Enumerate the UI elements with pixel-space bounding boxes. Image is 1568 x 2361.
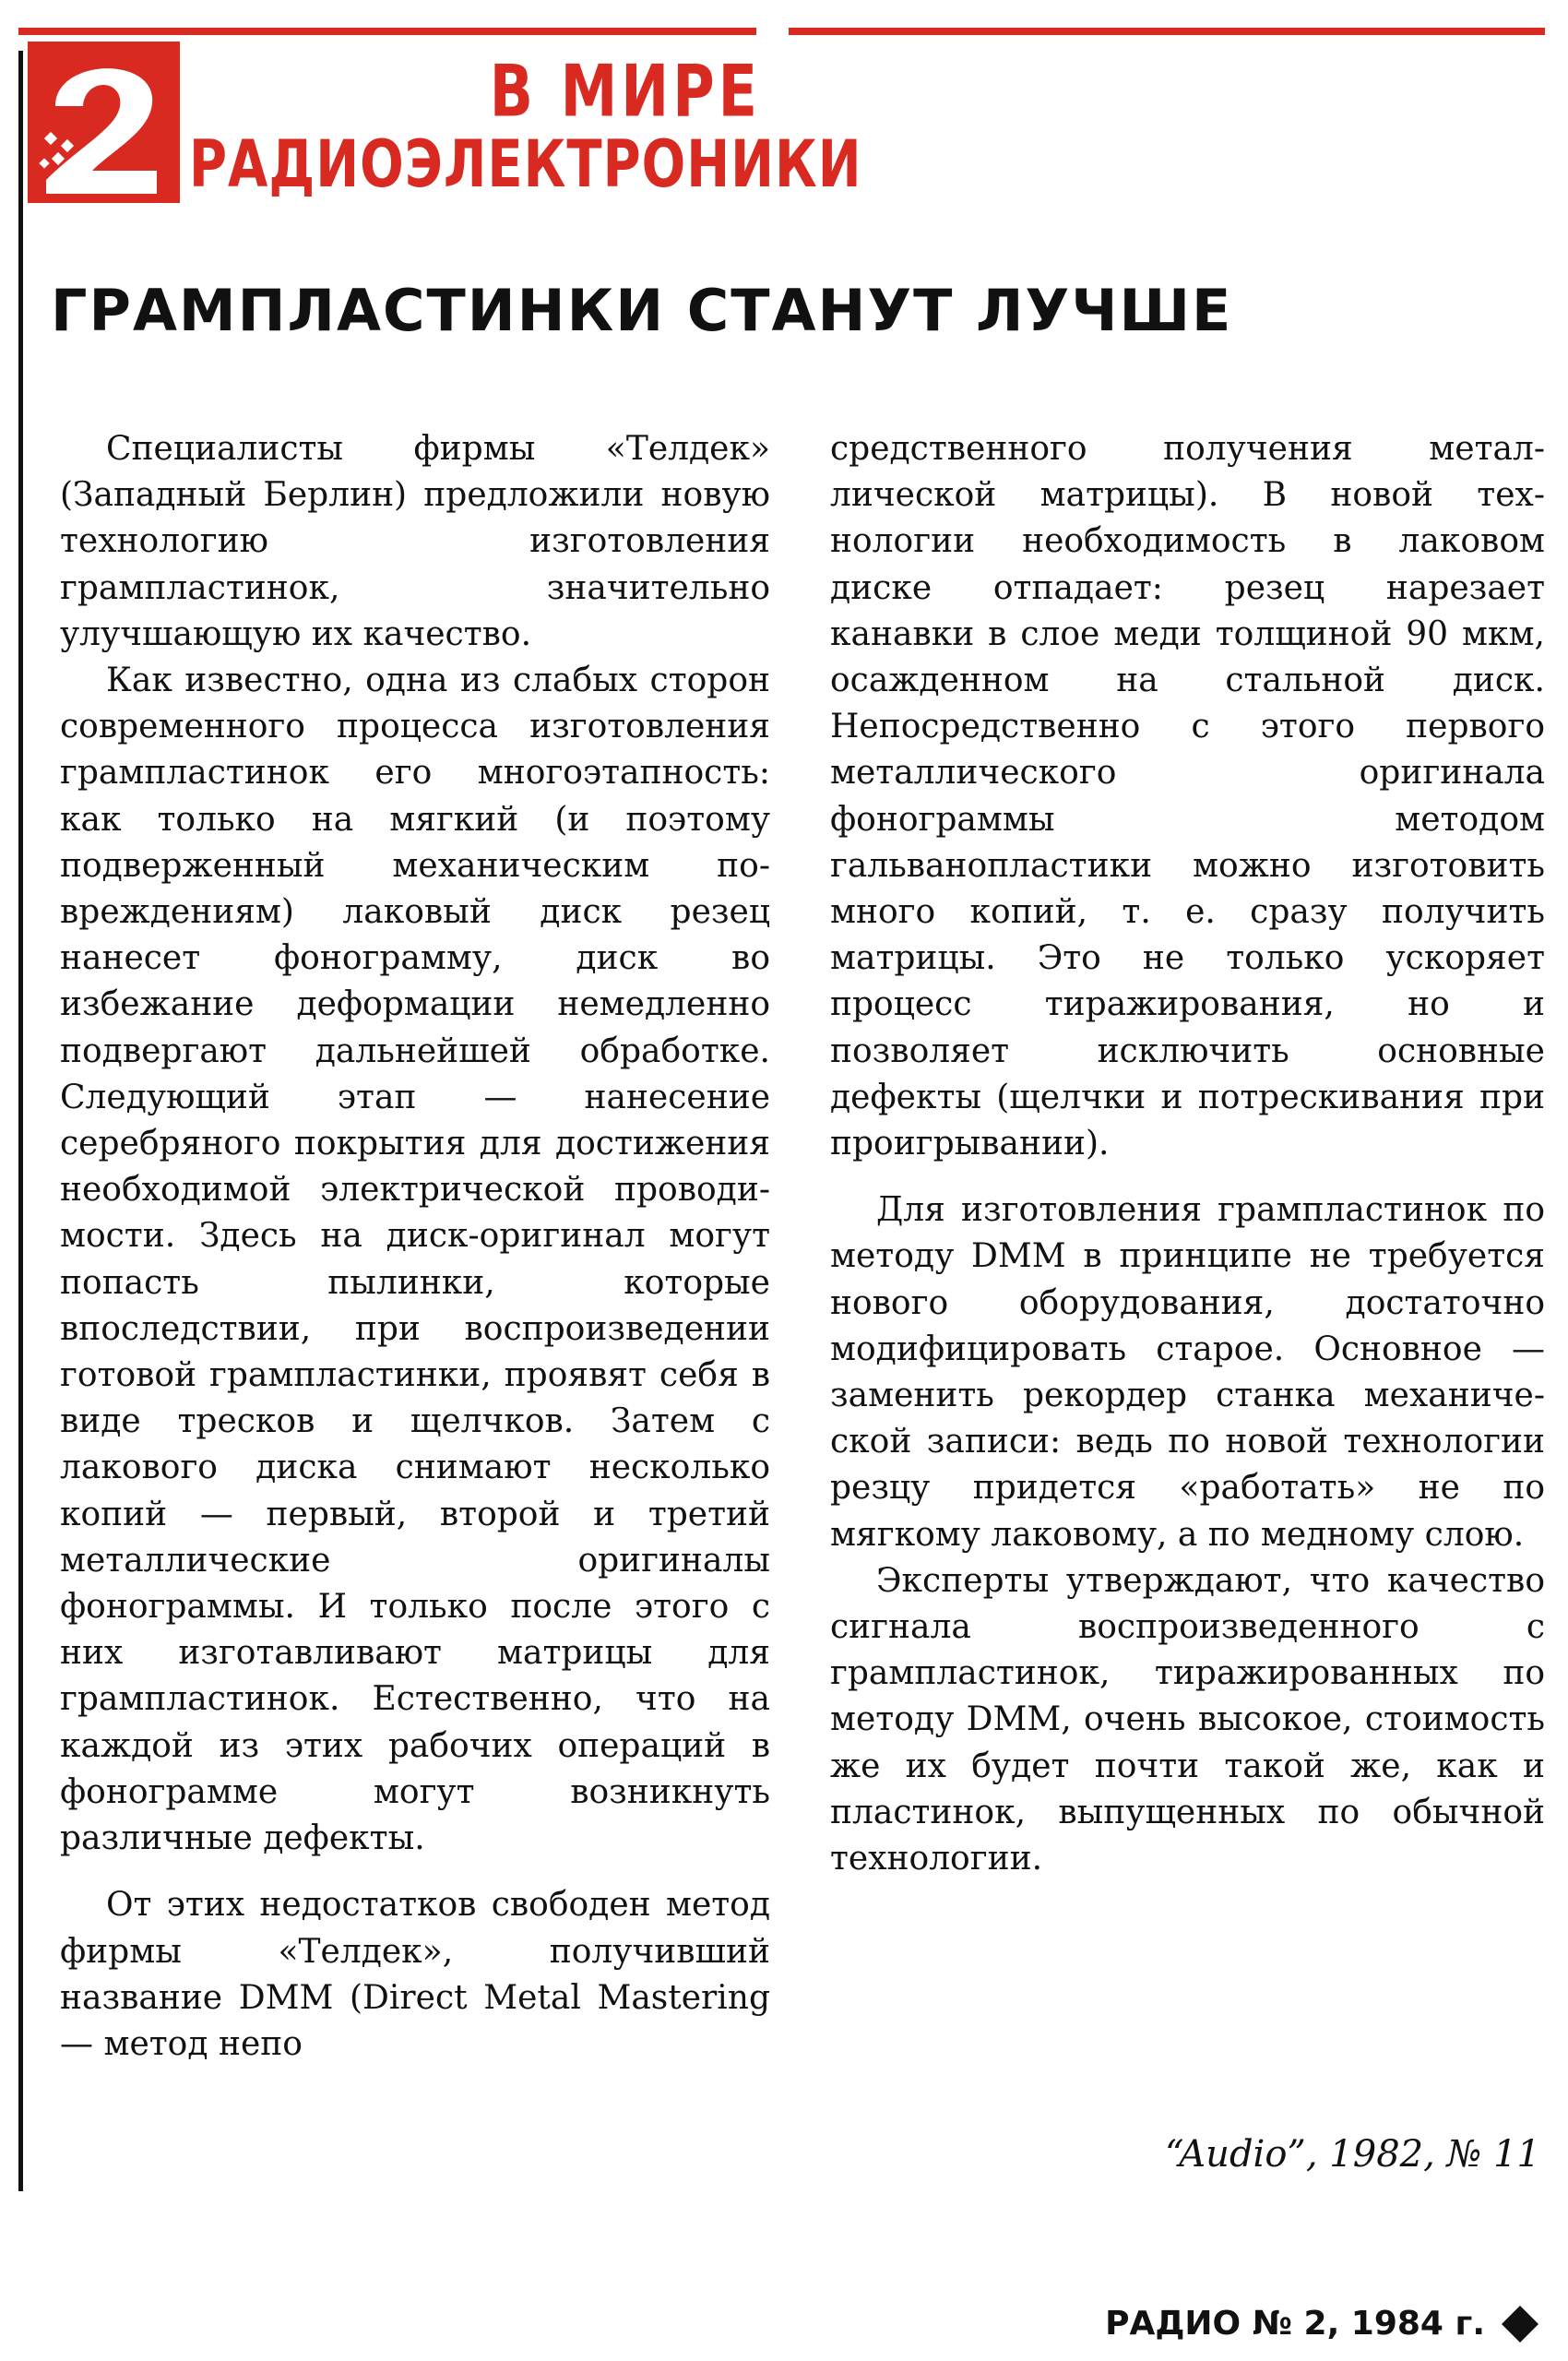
article-column-left [60,426,770,2068]
left-margin-rule [18,51,23,2191]
paragraph: Эксперты утверждают, что качество сигнала воспроизведенного с грампластинок, тиражированных по методу DMM, очень высокое, стоимость же их будет почти такой же, как и пластинок, выпущенных по обычной технологии. [830,1561,1545,1878]
paragraph: От этих недостатков свободен метод фирмы «Телдек», получивший название DMM (Direct Metal Mastering — метод непо [60,1886,770,2063]
rubric-line-1: В МИРЕ [489,49,761,134]
header-rule-right [789,28,1545,35]
source-citation: “Audio”, 1982, № 11 [1165,2133,1540,2176]
page-footer: РАДИО № 2, 1984 г. [1105,2305,1485,2343]
paragraph: Специалисты фирмы «Телдек» (Западный Берлин) предложили новую технологию изготовления грампластинок, значительно улучшающую их качество. [60,430,770,653]
rubric-line-2: РАДИОЭЛЕКТРОНИКИ [189,127,862,203]
paragraph: Как известно, одна из слабых сторон современного процесса изготовления грампластинок его многоэтапность: как только на мягкий (и поэтому подверженный механическим повреждениям) лаковый диск резец нанесет фонограмму, диск во избежание деформации немедленно подвергают дальнейшей обработке. Следующий этап — нанесение серебряного покрытия для достижения необходимой электрической проводимости. Здесь на диск-оригинал могут попасть пылинки, которые впоследствии, при воспроизведении готовой грампластинки, проявят себя в виде тресков и щелчков. Затем с лакового диска снимают несколько копий — первый, второй и третий металлические оригиналы фонограммы. И только после этого с них изготавливают матрицы для грампластинок. Естественно, что на каждой из этих рабочих операций в фонограмме могут возникнуть различные дефекты. [60,662,770,1858]
paragraph: средственного получения металлической матрицы). В новой технологии необходимость в лаковом диске отпадает: резец нарезает канавки в слое меди толщиной 90 мкм, осажденном на стальной диск. Непосредственно с этого первого металлического оригинала фонограммы методом гальванопластики можно изготовить много копий, т. е. сразу получить матрицы. Это не только ускоряет процесс тиражирования, но и позволяет исключить основные дефекты (щелчки и потрескивания при проигрывании). [830,430,1545,1163]
header-rule-left [18,28,756,35]
article-column-right [830,426,1545,1882]
article-title: ГРАМПЛАСТИНКИ СТАНУТ ЛУЧШЕ [51,277,1233,344]
paragraph: Для изготовления грампластинок по методу DMM в принципе не требуется нового оборудования, достаточно модифицировать старое. Основное — заменить рекордер станка механической записи: ведь по новой технологии резцу придется «работать» не по мягкому лаковому, а по медному слою. [830,1191,1545,1554]
radio-logo-icon [28,42,180,203]
rubric-title [189,49,862,203]
diamond-icon [1500,2304,1540,2344]
